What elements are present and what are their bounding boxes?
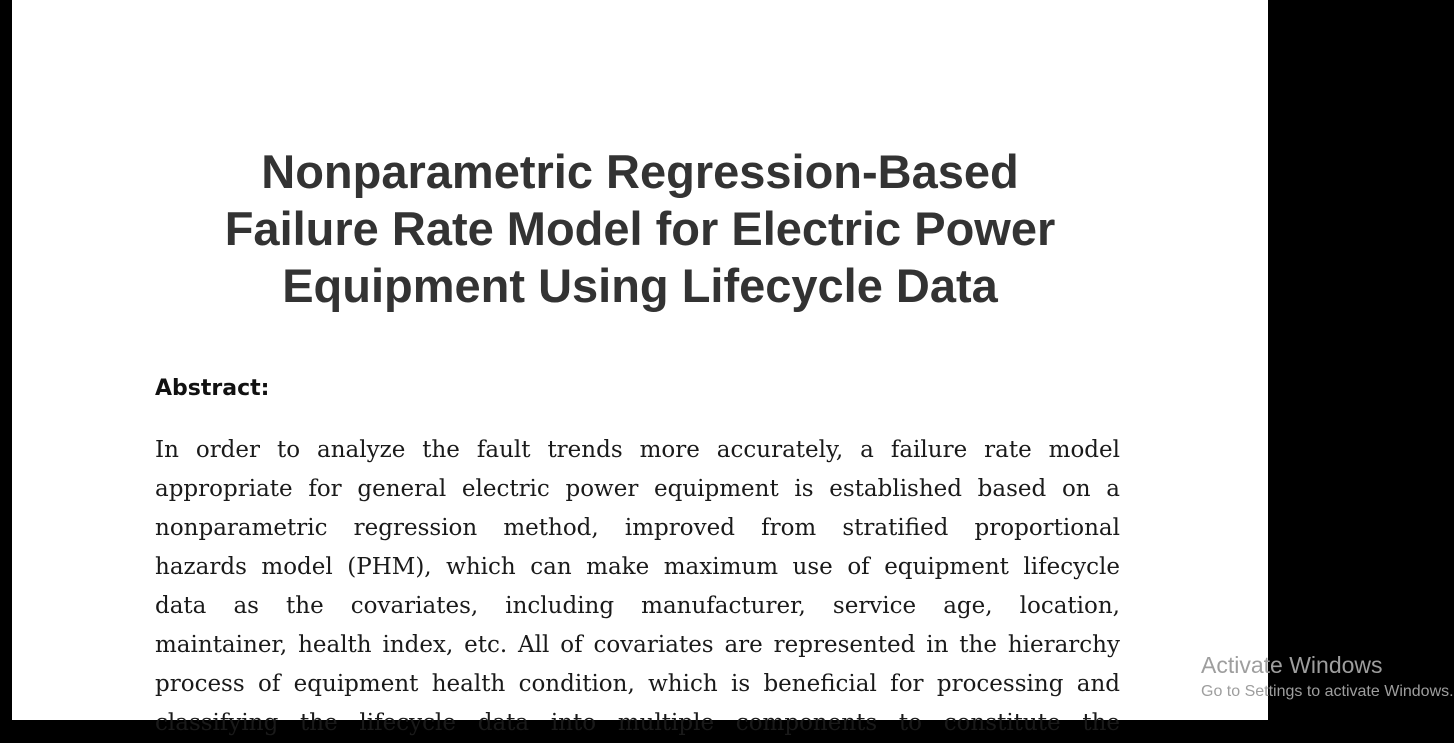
watermark-title: Activate Windows (1201, 652, 1383, 678)
abstract-line: classifying the lifecycle data into multiple components to constitute the (155, 710, 1120, 736)
abstract-line: In order to analyze the fault trends more accurately, a failure rate model (155, 437, 1120, 463)
abstract-line: process of equipment health condition, which is beneficial for processing and (155, 671, 1120, 697)
abstract-line: appropriate for general electric power equipment is established based on a (155, 476, 1120, 502)
document-title (12, 143, 1268, 314)
title-line: Equipment Using Lifecycle Data (282, 259, 998, 312)
activate-windows-watermark (1201, 651, 1454, 705)
abstract-line: hazards model (PHM), which can make maximum use of equipment lifecycle (155, 554, 1120, 580)
abstract-line: data as the covariates, including manufacturer, service age, location, (155, 593, 1120, 619)
title-line: Nonparametric Regression-Based (261, 145, 1019, 198)
abstract-line: nonparametric regression method, improved from stratified proportional (155, 515, 1120, 541)
abstract-body (155, 431, 1120, 743)
watermark-subtitle: Go to Settings to activate Windows. (1201, 683, 1454, 700)
document-page (12, 0, 1268, 736)
abstract-line: maintainer, health index, etc. All of covariates are represented in the hierarchy (155, 632, 1120, 658)
abstract-heading: Abstract: (155, 376, 270, 401)
title-line: Failure Rate Model for Electric Power (224, 202, 1056, 255)
